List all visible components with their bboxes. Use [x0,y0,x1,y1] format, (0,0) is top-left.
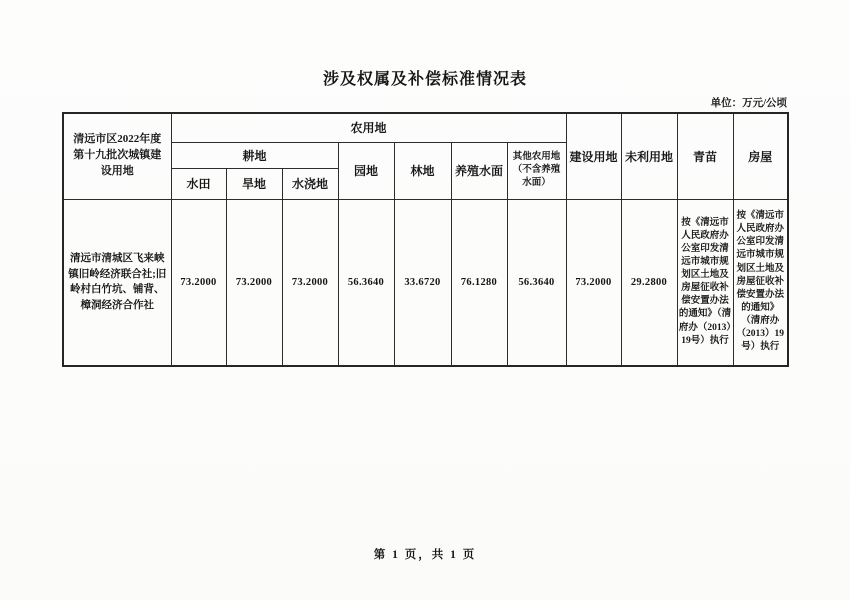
page-title: 涉及权属及补偿标准情况表 [322,71,527,88]
cell-housing-policy: 按《清远市人民政府办公室印发清远市城市规划区土地及房屋征收补偿安置办法的通知》（清府办（2013）19号）执行 [733,199,788,366]
compensation-table [62,112,789,367]
cell-irrigated-land: 73.2000 [282,199,338,366]
col-header-unused-land: 未利用地 [621,113,677,199]
cell-paddy-field: 73.2000 [171,199,226,366]
cell-forest-land: 33.6720 [394,199,451,366]
cell-aquaculture-water-surface: 76.1280 [451,199,507,366]
table-row [63,199,788,366]
unit-label: 单位：万元/公顷 [710,98,787,109]
col-header-agricultural-land: 农用地 [171,113,566,142]
row-header-owner: 清远市清城区飞来峡镇旧岭经济联合社;旧岭村白竹坑、铺背、樟洞经济合作社 [63,199,171,366]
col-header-cultivated-land: 耕地 [171,142,338,168]
col-header-housing: 房屋 [733,113,788,199]
col-header-dry-land: 旱地 [226,168,282,199]
col-header-garden-land: 园地 [338,142,394,199]
cell-garden-land: 56.3640 [338,199,394,366]
cell-dry-land: 73.2000 [226,199,282,366]
page-number-footer: 第 1 页，共 1 页 [373,549,477,561]
col-header-other-agricultural-land: 其他农用地（不含养殖水面） [507,142,566,199]
col-header-aquaculture-water-surface: 养殖水面 [451,142,507,199]
cell-construction-land: 73.2000 [566,199,621,366]
cell-unused-land: 29.2800 [621,199,677,366]
col-header-forest-land: 林地 [394,142,451,199]
col-header-young-crops: 青苗 [677,113,733,199]
cell-other-agricultural-land: 56.3640 [507,199,566,366]
cell-young-crops-policy: 按《清远市人民政府办公室印发清远市城市规划区土地及房屋征收补偿安置办法的通知》（清府办（2013）19号）执行 [677,199,733,366]
col-header-paddy-field: 水田 [171,168,226,199]
col-header-construction-land: 建设用地 [566,113,621,199]
col-header-irrigated-land: 水浇地 [282,168,338,199]
col-header-project: 清远市区2022年度第十九批次城镇建设用地 [63,113,171,199]
